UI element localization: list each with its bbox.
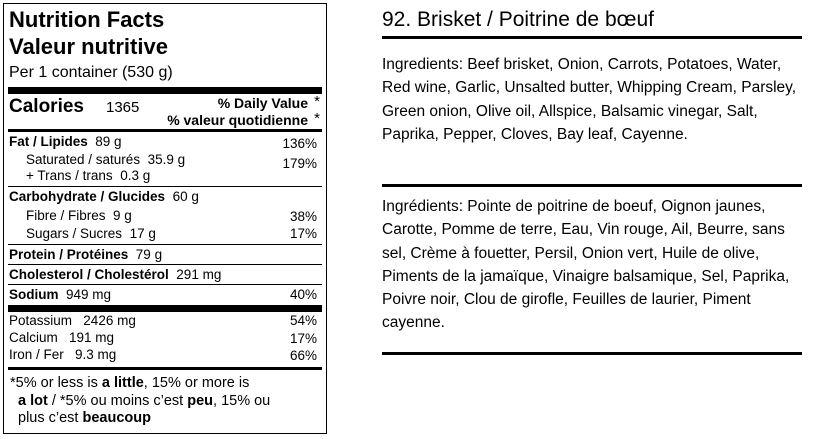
cholesterol-label: Cholesterol / Cholestérol: [9, 267, 169, 282]
footnote: [10, 375, 270, 428]
fibre-label: Fibre / Fibres: [26, 208, 106, 223]
footnote-text-1a: 5% or less is: [15, 375, 102, 391]
serving-size: [9, 64, 173, 82]
serving-prefix: Per: [9, 64, 34, 81]
saturated-value: 35.9 g: [147, 152, 186, 167]
fibre-row: [26, 208, 132, 223]
ingredients-en: Ingredients: Beef brisket, Onion, Carrots, Potatoes, Water, Red wine, Garlic, Unsalted butter, Whipping Cream, Parsley, Green onion, Olive oil, Allspice, Balsamic vinegar, Salt, Paprika, Pepper, Cloves, Bay leaf, Cayenne.: [382, 56, 797, 143]
title-en: Nutrition Facts: [9, 7, 165, 32]
footnote-beaucoup: beaucoup: [82, 410, 151, 426]
potassium-row: [9, 313, 136, 328]
title-fr: Valeur nutritive: [9, 34, 168, 59]
sugars-row: [26, 226, 156, 241]
footnote-star: *: [10, 375, 16, 391]
fibre-value: 9 g: [113, 208, 132, 223]
fibre-pct: 38%: [289, 209, 317, 224]
calcium-label: Calcium: [9, 330, 58, 345]
nutrition-facts-panel: [3, 3, 327, 434]
calcium-pct: 17%: [289, 331, 317, 346]
potassium-label: Potassium: [9, 313, 73, 328]
trans-row: [26, 168, 150, 183]
fat-label: Fat / Lipides: [9, 134, 88, 149]
trans-value: 0.3 g: [120, 168, 151, 183]
footnote-line-1: [10, 375, 270, 393]
cholesterol-row: [9, 267, 221, 282]
iron-pct: 66%: [289, 348, 317, 363]
carb-value: 60 g: [172, 189, 199, 204]
recipe-title: 92. Brisket / Poitrine de bœuf: [382, 8, 654, 31]
carb-row: [9, 189, 199, 204]
iron-row: [9, 347, 116, 362]
protein-value: 79 g: [135, 247, 163, 262]
carb-label: Carbohydrate / Glucides: [9, 189, 166, 204]
calories-value: 1365: [106, 99, 140, 116]
fat-value: 89 g: [95, 134, 122, 149]
recipe-rule-1: [382, 36, 802, 39]
protein-row: [9, 247, 162, 262]
recipe-rule-2: [382, 184, 802, 187]
dv-fr: % valeur quotidienne: [167, 112, 308, 128]
protein-label: Protein / Protéines: [9, 247, 129, 262]
footnote-a-little: a little: [101, 375, 144, 391]
potassium-value: 2426 mg: [83, 313, 136, 328]
sodium-value: 949 mg: [66, 287, 112, 302]
sodium-pct: 40%: [289, 287, 317, 302]
trans-label: + Trans / trans: [26, 168, 113, 183]
fat-pct: 136%: [282, 136, 317, 151]
footnote-text-2d: , 15% ou: [213, 392, 271, 409]
serving-value: 1 container (530 g): [38, 64, 173, 81]
saturated-label: Saturated / saturés: [26, 152, 141, 167]
rule-thin-1: [8, 186, 322, 187]
calories-label: Calories: [9, 96, 84, 117]
calcium-value: 191 mg: [69, 330, 115, 345]
cholesterol-value: 291 mg: [176, 267, 222, 282]
footnote-a-lot: a lot: [18, 392, 48, 409]
potassium-pct: 54%: [289, 313, 317, 328]
rule-thin-2: [8, 244, 322, 245]
saturated-row: [26, 152, 185, 167]
rule-mid-2: [8, 367, 322, 370]
fat-row: [9, 134, 122, 149]
saturated-pct: 179%: [282, 156, 317, 171]
sodium-label: Sodium: [9, 287, 59, 302]
sodium-row: [9, 287, 111, 302]
rule-thin-3: [8, 264, 322, 265]
footnote-text-1c: , 15% or more is: [143, 375, 250, 391]
footnote-peu: peu: [187, 392, 214, 409]
calcium-row: [9, 330, 114, 345]
rule-thick-2: [8, 305, 322, 312]
footnote-text-2b: / *5% ou moins c’est: [47, 392, 188, 409]
recipe-rule-3: [382, 352, 802, 355]
sugars-label: Sugars / Sucres: [26, 226, 123, 241]
dv-star-1: *: [314, 93, 320, 110]
rule-thin-4: [8, 284, 322, 285]
dv-en: % Daily Value: [217, 95, 308, 111]
footnote-text-3a: plus c’est: [18, 410, 83, 426]
footnote-line-3: [10, 410, 270, 428]
ingredients-fr: Ingrédients: Pointe de poitrine de boeuf, Oignon jaunes, Carotte, Pomme de terre, Eau, Vin rouge, Ail, Beurre, sans sel, Crème à fouetter, Persil, Onion vert, Huile de olive, Piments de la jamaïque, Vinaigre balsamique, Sel, Paprika, Poivre noir, Clou de girofle, Feuilles de laurier, Piment cayenne.: [382, 198, 790, 332]
sugars-value: 17 g: [129, 226, 156, 241]
sugars-pct: 17%: [289, 226, 317, 241]
rule-mid-1: [8, 129, 322, 132]
iron-label: Iron / Fer: [9, 347, 64, 362]
dv-star-2: *: [314, 110, 320, 127]
footnote-line-2: [10, 393, 270, 411]
rule-thick-1: [8, 87, 322, 94]
iron-value: 9.3 mg: [75, 347, 117, 362]
